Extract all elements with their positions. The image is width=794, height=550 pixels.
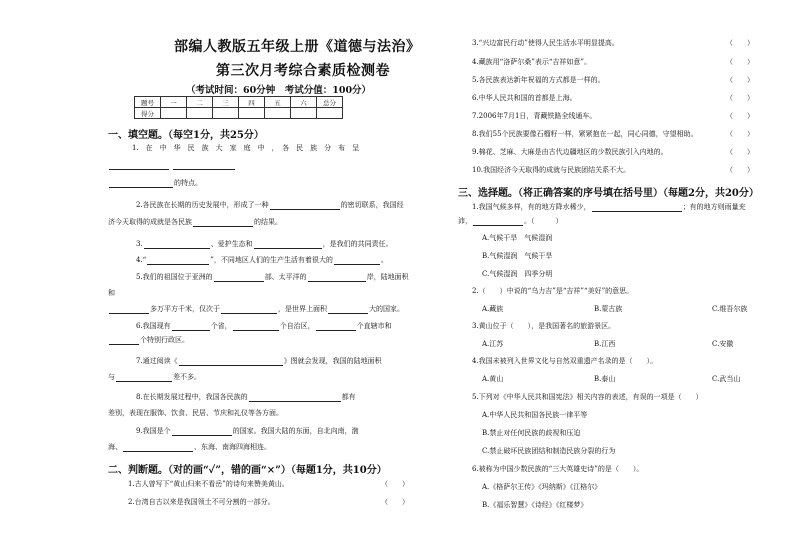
score-cell: 总分 bbox=[317, 97, 343, 108]
judge-question-5: 5.各民族表达新年祝福的方式都是一样的。 bbox=[472, 76, 605, 84]
choice-question-4: 4.我国未被列入世界文化与自然双重遗产名录的是（ ）。 bbox=[472, 357, 658, 365]
question-text: 4.“ bbox=[136, 256, 147, 264]
blank[interactable] bbox=[109, 179, 173, 188]
score-input-cell[interactable] bbox=[317, 108, 343, 119]
question-2-line1 bbox=[136, 200, 404, 210]
blank[interactable] bbox=[109, 336, 139, 345]
choice-question-5: 5.下列对《中华人民共和国宪法》相关内容的表述，有误的一项是（ ） bbox=[472, 393, 703, 401]
option-c[interactable]: C.气候湿润 四季分明 bbox=[482, 270, 553, 278]
choice-question-1-line2 bbox=[458, 216, 563, 226]
score-input-cell[interactable] bbox=[265, 108, 291, 119]
score-cell: 四 bbox=[239, 97, 265, 108]
exam-info: （考试时间：60分钟 考试分值：100分） bbox=[186, 85, 372, 96]
option-c[interactable]: C.安徽 bbox=[712, 340, 734, 348]
score-input-cell[interactable] bbox=[291, 108, 317, 119]
answer-paren[interactable]: （ ） bbox=[381, 498, 409, 506]
question-1-line2 bbox=[108, 160, 236, 170]
question-2-line2 bbox=[108, 217, 282, 227]
question-text: 8.在长期发展过程中，我国各民族的 bbox=[136, 393, 248, 401]
question-text: 个直辖市和 bbox=[356, 322, 392, 330]
option-a[interactable]: A.《格萨尔王传》《玛纳斯》《江格尔》 bbox=[482, 483, 602, 491]
score-table bbox=[134, 96, 343, 119]
question-text: 部、太平洋的 bbox=[264, 273, 307, 281]
score-input-cell[interactable] bbox=[239, 108, 265, 119]
blank[interactable] bbox=[116, 373, 172, 382]
question-text: 海、 bbox=[108, 443, 122, 451]
exam-subtitle: 第三次月考综合素质检测卷 bbox=[216, 63, 390, 79]
question-9-line1 bbox=[136, 426, 359, 436]
blank[interactable] bbox=[316, 322, 356, 331]
question-text: 》图就会发现，我国的陆地面积 bbox=[283, 357, 382, 365]
answer-paren[interactable]: （ ） bbox=[726, 130, 754, 138]
option-b[interactable]: B.禁止对任何民族的歧视和压迫 bbox=[482, 429, 581, 437]
question-text: 与 bbox=[108, 373, 115, 381]
question-text: 和 bbox=[108, 289, 115, 297]
question-text: 7.通过阅读《 bbox=[136, 357, 178, 365]
option-a[interactable]: A.藏族 bbox=[482, 305, 504, 313]
question-5-line3 bbox=[108, 304, 404, 314]
option-c[interactable]: C.禁止破坏民族团结和制造民族分裂的行为 bbox=[482, 447, 616, 455]
choice-question-2: 2.（ ）中说的“乌力吉”是“吉祥”“美好”的意思。 bbox=[472, 287, 634, 295]
judge-question-3: 3.“兴边富民行动”使得人民生活水平明显提高。 bbox=[472, 39, 619, 47]
score-cell: 二 bbox=[187, 97, 213, 108]
answer-paren[interactable]: （ ） bbox=[726, 94, 754, 102]
score-cell: 三 bbox=[213, 97, 239, 108]
judge-question-6: 6.中华人民共和国的首都是上海。 bbox=[472, 94, 577, 102]
judge-question-8: 8.我们55个民族要像石榴籽一样，紧紧抱在一起，同心同德，守望相助。 bbox=[472, 130, 698, 138]
blank[interactable] bbox=[172, 427, 232, 436]
option-a[interactable]: A.江苏 bbox=[482, 340, 504, 348]
choice-question-3: 3.黄山位于（ ），是我国著名的旅游景区。 bbox=[472, 322, 616, 330]
question-text: 的密切联系，我国经 bbox=[340, 201, 404, 209]
score-input-cell[interactable] bbox=[187, 108, 213, 119]
question-text: ，是我们的共同责任。 bbox=[322, 240, 393, 248]
blank[interactable] bbox=[233, 322, 279, 331]
question-1-line3 bbox=[108, 178, 202, 188]
answer-paren[interactable]: （ ） bbox=[726, 76, 754, 84]
answer-paren[interactable]: （ ） bbox=[726, 39, 754, 47]
question-text: 2.各民族在长期的历史发展中，形成了一种 bbox=[136, 201, 269, 209]
option-c[interactable]: C.维吾尔族 bbox=[712, 305, 748, 313]
answer-paren[interactable]: （ ） bbox=[726, 166, 754, 174]
question-text: 、东海、南海四海相连。 bbox=[194, 443, 271, 451]
question-text: 3. bbox=[136, 240, 143, 248]
question-text: 6.我国现有 bbox=[136, 322, 171, 330]
option-c[interactable]: C.武当山 bbox=[712, 375, 741, 383]
option-b[interactable]: B.气候湿润 气候干旱 bbox=[482, 252, 553, 260]
blank[interactable] bbox=[308, 273, 366, 282]
judge-question-10: 10.我国经济今天取得的成就与民族团结关系不大。 bbox=[472, 166, 631, 174]
question-text: 个自治区， bbox=[279, 322, 315, 330]
blank[interactable] bbox=[179, 357, 283, 366]
choice-question-1-line1 bbox=[472, 202, 746, 212]
question-3 bbox=[136, 239, 393, 249]
question-text: ，是世界上面积 bbox=[278, 305, 327, 313]
blank[interactable] bbox=[473, 217, 523, 226]
question-text: 个省， bbox=[210, 322, 232, 330]
section3-title: 三、选择题。（将正确答案的序号填在括号里）（每题2分，共20分） bbox=[458, 188, 759, 199]
blank[interactable] bbox=[214, 273, 264, 282]
judge-question-7: 7.2006年7月1日，青藏铁路全线通车。 bbox=[472, 112, 597, 120]
option-b[interactable]: B.江西 bbox=[594, 340, 616, 348]
score-cell: 得分 bbox=[135, 108, 161, 119]
blank[interactable] bbox=[109, 161, 169, 170]
answer-paren[interactable]: （ ） bbox=[726, 112, 754, 120]
question-1-line1 bbox=[132, 143, 359, 153]
question-text: ；有的地方则雨量充 bbox=[682, 203, 746, 211]
section2-title: 二、判断题。（对的画“✓”，错的画“×”）（每题1分，共10分） bbox=[108, 465, 387, 476]
blank[interactable] bbox=[193, 218, 253, 227]
score-cell: 题号 bbox=[135, 97, 161, 108]
question-text: 的结果。 bbox=[254, 218, 282, 226]
question-6-line1 bbox=[136, 321, 392, 331]
question-text: 9.我国是个 bbox=[136, 427, 171, 435]
question-text: 都有 bbox=[341, 393, 356, 401]
option-b[interactable]: B.泰山 bbox=[594, 375, 616, 383]
blank[interactable] bbox=[109, 305, 149, 314]
section1-title: 一、填空题。（每空1分，共25分） bbox=[108, 130, 264, 141]
blank[interactable] bbox=[249, 393, 341, 402]
choice-question-6: 6.被称为中国少数民族的“三大英雄史诗”的是（ ）。 bbox=[472, 465, 644, 473]
blank[interactable] bbox=[328, 305, 368, 314]
question-5-line2 bbox=[108, 288, 115, 298]
score-table-score-row bbox=[135, 108, 343, 119]
question-text: 1.我国气候多样，有的地方降水稀少， bbox=[472, 203, 591, 211]
blank[interactable] bbox=[144, 240, 210, 249]
question-text: 。 bbox=[380, 256, 388, 264]
option-a[interactable]: A.气候干旱 气候湿润 bbox=[482, 234, 553, 242]
answer-paren[interactable]: （ ） bbox=[381, 480, 409, 488]
blank[interactable] bbox=[172, 322, 210, 331]
question-text: 5.我们的祖国位于亚洲的 bbox=[136, 273, 213, 281]
question-9-line2 bbox=[108, 442, 271, 452]
blank[interactable] bbox=[123, 443, 193, 452]
blank[interactable] bbox=[254, 240, 322, 249]
question-4 bbox=[136, 255, 388, 265]
question-5-line1 bbox=[136, 272, 409, 282]
question-7-line1 bbox=[136, 356, 382, 366]
question-7-line2 bbox=[108, 372, 201, 382]
option-b[interactable]: B.蒙古族 bbox=[594, 305, 623, 313]
question-text: 差不多。 bbox=[173, 373, 201, 381]
question-6-line2 bbox=[108, 335, 189, 345]
blank[interactable] bbox=[147, 256, 209, 265]
score-cell: 五 bbox=[265, 97, 291, 108]
question-text: ”，不同地区人们的生产生活有着很大的 bbox=[210, 256, 333, 264]
exam-title: 部编人教版五年级上册《道德与法治》 bbox=[174, 39, 421, 55]
blank[interactable] bbox=[270, 201, 340, 210]
question-text: 岸，陆地面积 bbox=[366, 273, 409, 281]
question-text: 的特点。 bbox=[174, 179, 202, 187]
option-a[interactable]: A.黄山 bbox=[482, 375, 504, 383]
score-input-cell[interactable] bbox=[213, 108, 239, 119]
judge-question-1: 1.古人曾写下“黄山归来不看岳”的诗句来赞美黄山。 bbox=[128, 480, 289, 488]
question-text: 大的国家。 bbox=[369, 305, 404, 313]
option-b[interactable]: B.《福乐智慧》《诗经》《红楼梦》 bbox=[482, 501, 588, 509]
score-cell: 一 bbox=[161, 97, 187, 108]
question-text: 差别，表现在服饰、饮食、民居、节庆和礼仪等各方面。 bbox=[108, 409, 283, 417]
question-text: 沛， bbox=[458, 217, 472, 225]
blank[interactable] bbox=[173, 161, 235, 170]
answer-paren[interactable]: （ ） bbox=[726, 58, 754, 66]
answer-paren[interactable]: （ ） bbox=[726, 148, 754, 156]
blank[interactable] bbox=[334, 256, 380, 265]
judge-question-2: 2.台湾自古以来是我国领土不可分割的一部分。 bbox=[128, 498, 275, 506]
question-text: 、爱护生态和 bbox=[210, 240, 253, 248]
question-8-line2 bbox=[108, 408, 283, 418]
blank[interactable] bbox=[592, 203, 682, 212]
score-table-header-row bbox=[135, 97, 343, 108]
score-cell: 六 bbox=[291, 97, 317, 108]
judge-question-4: 4.藏族用“洛萨尔桑”表示“吉祥如意”。 bbox=[472, 58, 591, 66]
question-text: 1. 在 中 华 民 族 大 家 庭 中 ， 各 民 族 分 布 呈 bbox=[132, 144, 360, 152]
question-text: 的国家。我国大陆的东面，自北向南，渤 bbox=[232, 427, 359, 435]
question-text: 。（ ） bbox=[524, 217, 563, 225]
blank[interactable] bbox=[221, 305, 277, 314]
judge-question-9: 9.棉花、芝麻、大麻是由古代边疆地区的少数民族引入内地的。 bbox=[472, 148, 668, 156]
score-input-cell[interactable] bbox=[161, 108, 187, 119]
question-text: 多万平方千米，仅次于 bbox=[150, 305, 220, 313]
question-text: 个特别行政区。 bbox=[140, 336, 189, 344]
question-8-line1 bbox=[136, 392, 356, 402]
option-a[interactable]: A.中华人民共和国各民族一律平等 bbox=[482, 411, 588, 419]
question-text: 济今天取得的成就是各民族 bbox=[108, 218, 192, 226]
